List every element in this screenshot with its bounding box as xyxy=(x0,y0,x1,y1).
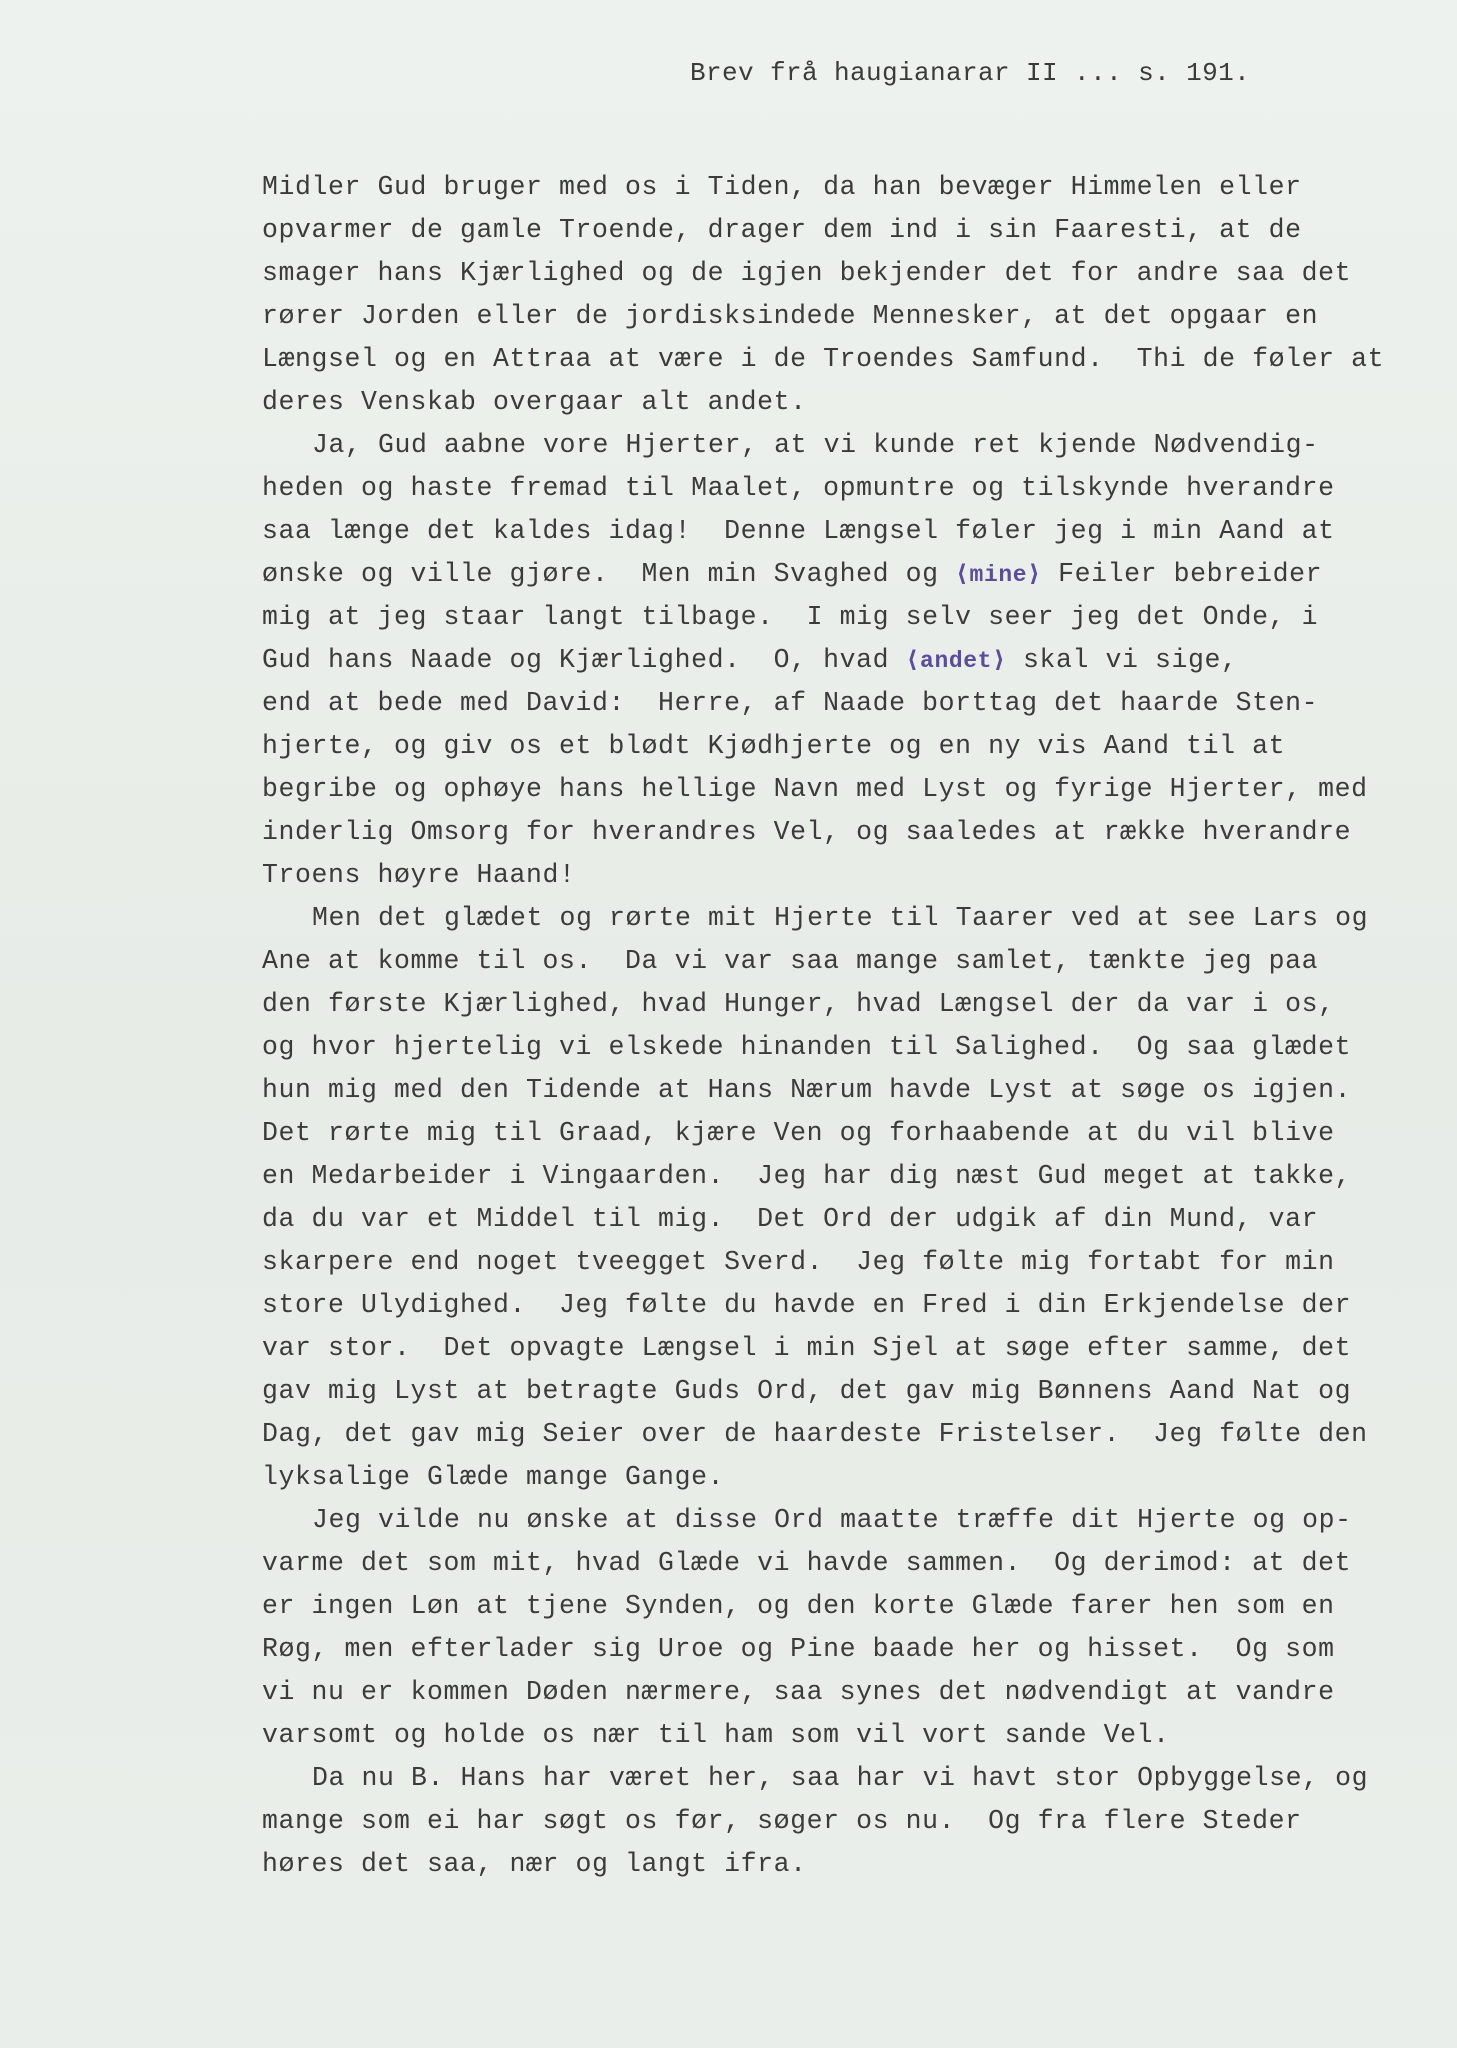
text-line: da du var et Middel til mig. Det Ord der udgik af din Mund, var xyxy=(262,1204,1319,1234)
text-line: Dag, det gav mig Seier over de haardeste Fristelser. Jeg følte den xyxy=(262,1419,1368,1449)
text-line: heden og haste fremad til Maalet, opmuntre og tilskynde hverandre xyxy=(262,473,1335,503)
text-line: skarpere end noget tveegget Sverd. Jeg følte mig fortabt for min xyxy=(262,1247,1335,1277)
text-line: gav mig Lyst at betragte Guds Ord, det gav mig Bønnens Aand Nat og xyxy=(262,1376,1352,1406)
archive-reference: Brev frå haugianarar II ... s. 191. xyxy=(690,58,1251,88)
text-line: begribe og ophøye hans hellige Navn med Lyst og fyrige Hjerter, med xyxy=(262,774,1368,804)
letter-body xyxy=(262,166,1442,1886)
text-line: mig at jeg staar langt tilbage. I mig selv seer jeg det Onde, i xyxy=(262,602,1319,632)
handwritten-insertion: ⟨mine⟩ xyxy=(955,562,1042,588)
text-line: Længsel og en Attraa at være i de Troendes Samfund. Thi de føler at xyxy=(262,344,1385,374)
text-line: en Medarbeider i Vingaarden. Jeg har dig næst Gud meget at takke, xyxy=(262,1161,1352,1191)
text-line: varme det som mit, hvad Glæde vi havde sammen. Og derimod: at det xyxy=(262,1548,1352,1578)
text-line: høres det saa, nær og langt ifra. xyxy=(262,1849,807,1879)
text-line: Troens høyre Haand! xyxy=(262,860,576,890)
text-line: rører Jorden eller de jordisksindede Mennesker, at det opgaar en xyxy=(262,301,1319,331)
text-line: mange som ei har søgt os før, søger os nu. Og fra flere Steder xyxy=(262,1806,1302,1836)
text-line: Midler Gud bruger med os i Tiden, da han bevæger Himmelen eller xyxy=(262,172,1302,202)
text-line: Ane at komme til os. Da vi var saa mange samlet, tænkte jeg paa xyxy=(262,946,1319,976)
text-line: lyksalige Glæde mange Gange. xyxy=(262,1462,725,1492)
text-line: Det rørte mig til Graad, kjære Ven og forhaabende at du vil blive xyxy=(262,1118,1335,1148)
text-line-paragraph-start: Men det glædet og rørte mit Hjerte til Taarer ved at see Lars og xyxy=(312,903,1369,933)
text-segment: Feiler bebreider xyxy=(1041,559,1323,589)
text-line: hun mig med den Tidende at Hans Nærum havde Lyst at søge os igjen. xyxy=(262,1075,1352,1105)
text-line-paragraph-start: Ja, Gud aabne vore Hjerter, at vi kunde ret kjende Nødvendig- xyxy=(312,430,1319,460)
text-line: end at bede med David: Herre, af Naade borttag det haarde Sten- xyxy=(262,688,1319,718)
text-line: er ingen Løn at tjene Synden, og den korte Glæde farer hen som en xyxy=(262,1591,1335,1621)
handwritten-insertion: ⟨andet⟩ xyxy=(905,648,1007,674)
text-line-with-insertion xyxy=(262,553,1442,596)
text-line: den første Kjærlighed, hvad Hunger, hvad Længsel der da var i os, xyxy=(262,989,1335,1019)
text-line: hjerte, og giv os et blødt Kjødhjerte og en ny vis Aand til at xyxy=(262,731,1286,761)
text-segment: ønske og ville gjøre. Men min Svaghed og xyxy=(262,559,956,589)
text-line: saa længe det kaldes idag! Denne Længsel føler jeg i min Aand at xyxy=(262,516,1335,546)
text-line: vi nu er kommen Døden nærmere, saa synes det nødvendigt at vandre xyxy=(262,1677,1335,1707)
text-line: Røg, men efterlader sig Uroe og Pine baade her og hisset. Og som xyxy=(262,1634,1335,1664)
text-segment: skal vi sige, xyxy=(1006,645,1238,675)
text-line: smager hans Kjærlighed og de igjen bekjender det for andre saa det xyxy=(262,258,1352,288)
text-line: var stor. Det opvagte Længsel i min Sjel at søge efter samme, det xyxy=(262,1333,1352,1363)
text-line: store Ulydighed. Jeg følte du havde en Fred i din Erkjendelse der xyxy=(262,1290,1352,1320)
text-line-with-insertion xyxy=(262,639,1442,682)
text-line-paragraph-start: Da nu B. Hans har været her, saa har vi havt stor Opbyggelse, og xyxy=(312,1763,1369,1793)
text-line-paragraph-start: Jeg vilde nu ønske at disse Ord maatte træffe dit Hjerte og op- xyxy=(312,1505,1352,1535)
text-line: deres Venskab overgaar alt andet. xyxy=(262,387,807,417)
text-line: varsomt og holde os nær til ham som vil vort sande Vel. xyxy=(262,1720,1170,1750)
text-line: opvarmer de gamle Troende, drager dem ind i sin Faaresti, at de xyxy=(262,215,1302,245)
text-segment: Gud hans Naade og Kjærlighed. O, hvad xyxy=(262,645,906,675)
text-line: inderlig Omsorg for hverandres Vel, og saaledes at række hverandre xyxy=(262,817,1352,847)
text-line: og hvor hjertelig vi elskede hinanden til Salighed. Og saa glædet xyxy=(262,1032,1352,1062)
